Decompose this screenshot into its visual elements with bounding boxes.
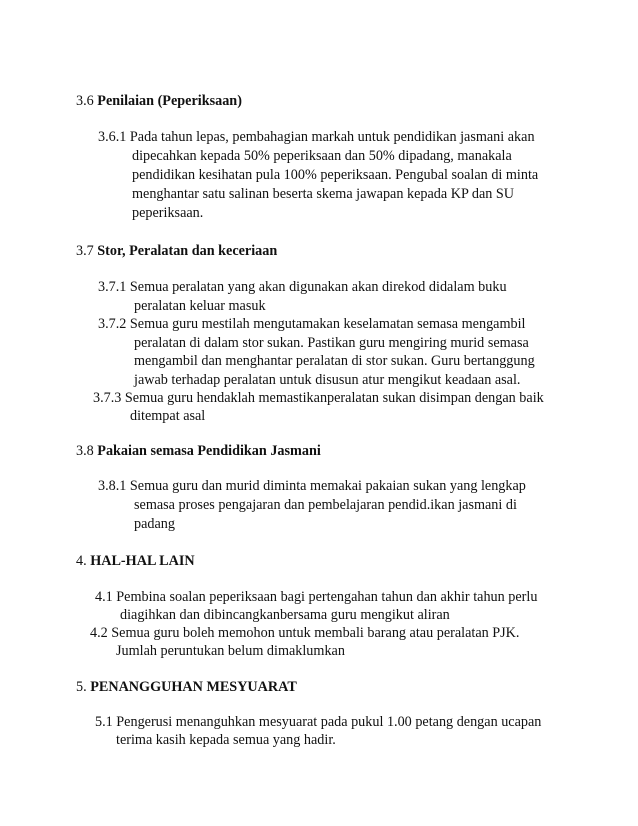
paragraph-line: 4.1 Pembina soalan peperiksaan bagi pertengahan tahun dan akhir tahun perlu [95,589,538,605]
paragraph-line: 3.7.1 Semua peralatan yang akan digunakan akan direkod didalam buku [98,279,507,295]
paragraph-line: peralatan keluar masuk [134,298,266,314]
paragraph-line: diagihkan dan dibincangkanbersama guru mengikut aliran [120,607,450,623]
section-title: Penilaian (Peperiksaan) [97,93,242,109]
section-title: HAL-HAL LAIN [90,553,195,569]
paragraph-line: terima kasih kepada semua yang hadir. [116,732,336,748]
section-title: Pakaian semasa Pendidikan Jasmani [97,443,321,459]
paragraph-line: dipecahkan kepada 50% peperiksaan dan 50% dipadang, manakala [132,148,512,164]
paragraph-line: peperiksaan. [132,205,204,221]
section-heading-3-6 [76,92,242,110]
paragraph-line: ditempat asal [130,408,206,424]
section-title: Stor, Peralatan dan keceriaan [97,243,278,259]
section-number: 3.6 [76,93,94,109]
paragraph-line: pendidikan kesihatan pula 100% peperiksaan. Pengubal soalan di minta [132,167,539,183]
section-heading-3-8 [76,442,321,460]
paragraph-line: menghantar satu salinan beserta skema jawapan kepada KP dan SU [132,186,515,202]
paragraph-line: jawab terhadap peralatan untuk disusun atur mengikut keadaan asal. [134,372,521,388]
paragraph-line: Jumlah peruntukan belum dimaklumkan [116,643,345,659]
section-number: 3.7 [76,243,94,259]
section-heading-3-7 [76,242,277,260]
paragraph-line: 3.7.3 Semua guru hendaklah memastikanperalatan sukan disimpan dengan baik [93,390,544,406]
paragraph-line: 3.7.2 Semua guru mestilah mengutamakan keselamatan semasa mengambil [98,316,526,332]
paragraph-line: mengambil dan menghantar peralatan di stor sukan. Guru bertanggung [134,353,535,369]
section-number: 4. [76,553,87,569]
paragraph-line: semasa proses pengajaran dan pembelajaran pendid.ikan jasmani di [134,497,517,513]
paragraph-line: 4.2 Semua guru boleh memohon untuk membali barang atau peralatan PJK. [90,625,520,641]
paragraph-line: 3.6.1 Pada tahun lepas, pembahagian markah untuk pendidikan jasmani akan [98,129,535,145]
section-number: 5. [76,679,87,695]
paragraph-line: 3.8.1 Semua guru dan murid diminta memakai pakaian sukan yang lengkap [98,478,526,494]
section-title: PENANGGUHAN MESYUARAT [90,679,297,695]
section-heading-5 [76,678,297,696]
section-number: 3.8 [76,443,94,459]
paragraph-line: 5.1 Pengerusi menanguhkan mesyuarat pada pukul 1.00 petang dengan ucapan [95,714,542,730]
section-heading-4 [76,552,195,570]
paragraph-line: padang [134,516,175,532]
paragraph-line: peralatan di dalam stor sukan. Pastikan guru mengiring murid semasa [134,335,529,351]
